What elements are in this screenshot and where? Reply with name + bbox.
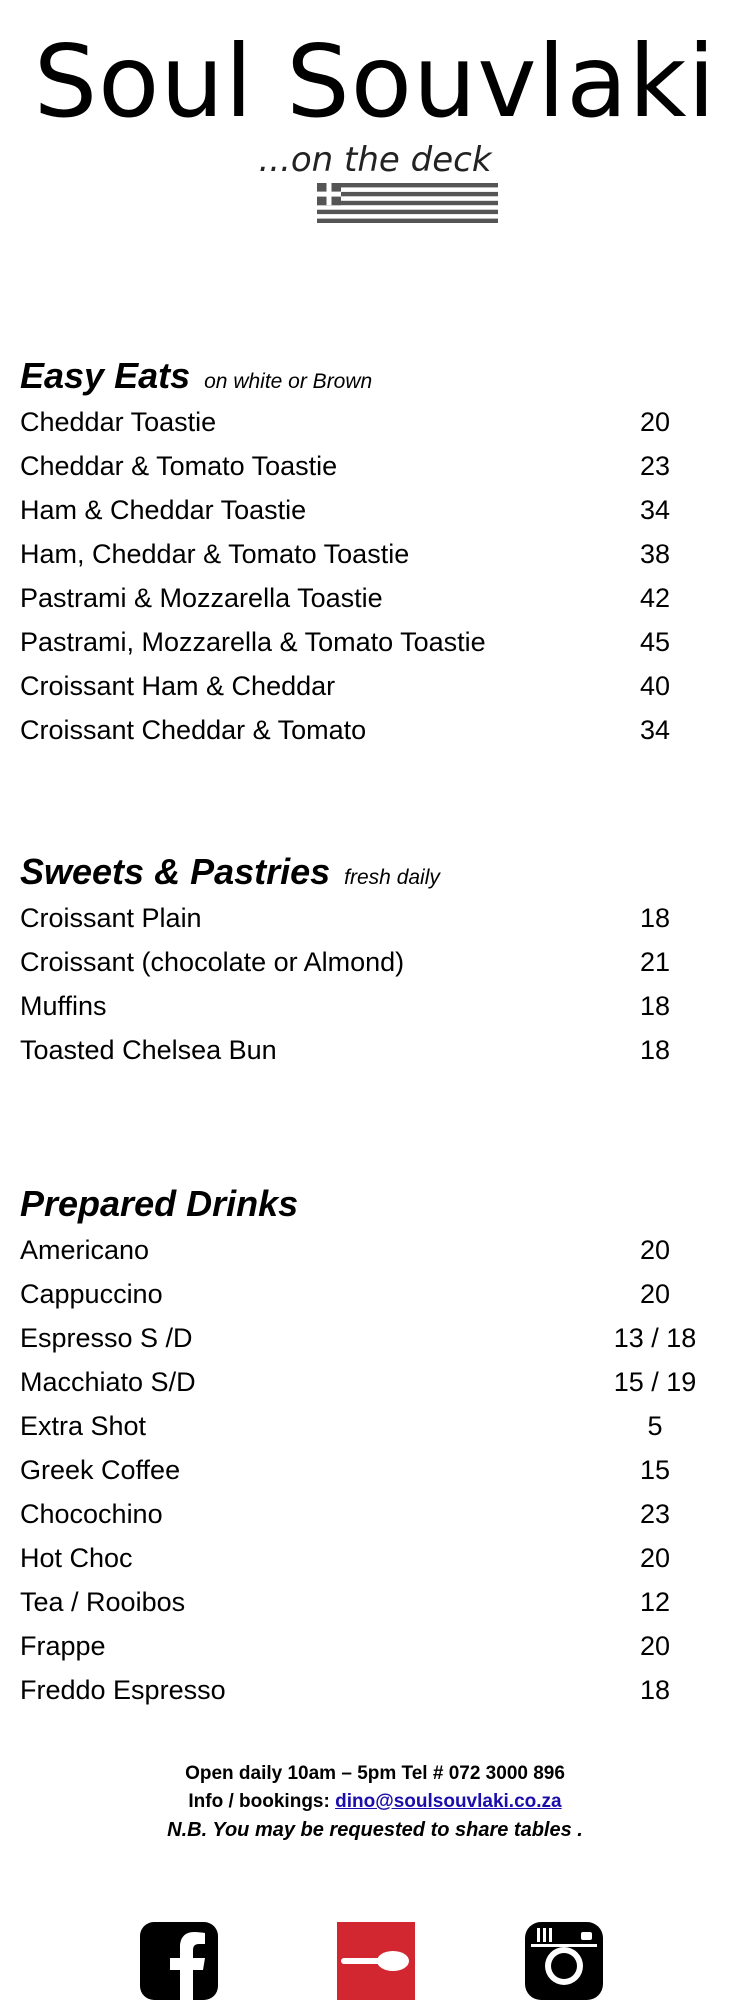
item-price: 20: [639, 1235, 671, 1265]
item-price: 15: [639, 1455, 671, 1485]
section-header: [20, 352, 710, 400]
item-price: 18: [639, 903, 671, 933]
menu-item: [20, 532, 710, 576]
email-link[interactable]: dino@soulsouvlaki.co.za: [335, 1791, 562, 1812]
item-name: Muffins: [20, 991, 107, 1021]
menu-item: [20, 1360, 710, 1404]
item-price: 23: [639, 451, 671, 481]
section-title: Easy Eats: [20, 355, 191, 396]
menu-item: [20, 984, 710, 1028]
menu-header: [0, 0, 750, 240]
item-price: 34: [639, 715, 671, 745]
greek-flag-icon: [317, 183, 498, 223]
menu-item: [20, 1272, 710, 1316]
menu-item: [20, 1028, 710, 1072]
section-note: on white or Brown: [204, 370, 373, 393]
item-name: Freddo Espresso: [20, 1675, 226, 1705]
item-price: 5: [647, 1411, 663, 1441]
menu-item: [20, 488, 710, 532]
menu-item: [20, 576, 710, 620]
menu-item: [20, 1624, 710, 1668]
facebook-icon[interactable]: [140, 1922, 218, 2000]
item-price: 13 / 18: [613, 1323, 697, 1353]
menu-item: [20, 1404, 710, 1448]
item-price: 40: [639, 671, 671, 701]
item-price: 42: [639, 583, 671, 613]
menu-item: [20, 1668, 710, 1712]
menu-item: [20, 400, 710, 444]
section-prepared-drinks: [20, 1180, 710, 1712]
item-name: Croissant Ham & Cheddar: [20, 671, 336, 701]
item-price: 18: [639, 1675, 671, 1705]
item-price: 20: [639, 1279, 671, 1309]
item-price: 20: [639, 1543, 671, 1573]
menu-item: [20, 1492, 710, 1536]
item-price: 20: [639, 1631, 671, 1661]
menu-item: [20, 1316, 710, 1360]
menu-footer: [0, 1760, 750, 1844]
item-name: Tea / Rooibos: [20, 1587, 186, 1617]
item-name: Hot Choc: [20, 1543, 133, 1573]
section-header: [20, 1180, 710, 1228]
menu-item: [20, 1448, 710, 1492]
item-price: 18: [639, 991, 671, 1021]
item-name: Frappe: [20, 1631, 106, 1661]
item-name: Chocochino: [20, 1499, 163, 1529]
menu-item: [20, 1228, 710, 1272]
item-price: 23: [639, 1499, 671, 1529]
section-note: fresh daily: [344, 866, 440, 889]
item-price: 34: [639, 495, 671, 525]
item-name: Toasted Chelsea Bun: [20, 1035, 277, 1065]
section-sweets-pastries: [20, 848, 710, 1072]
brand-tagline: ...on the deck: [258, 140, 492, 180]
menu-item: [20, 444, 710, 488]
menu-item: [20, 1536, 710, 1580]
item-name: Macchiato S/D: [20, 1367, 196, 1397]
item-price: 18: [639, 1035, 671, 1065]
item-name: Pastrami & Mozzarella Toastie: [20, 583, 383, 613]
item-price: 12: [639, 1587, 671, 1617]
section-easy-eats: [20, 352, 710, 752]
menu-item: [20, 896, 710, 940]
menu-item: [20, 940, 710, 984]
item-name: Ham & Cheddar Toastie: [20, 495, 307, 525]
item-name: Croissant Cheddar & Tomato: [20, 715, 367, 745]
item-name: Americano: [20, 1235, 150, 1265]
menu-item: [20, 708, 710, 752]
item-price: 38: [639, 539, 671, 569]
item-price: 20: [639, 407, 671, 437]
brand-title: Soul Souvlaki: [33, 23, 717, 140]
item-name: Croissant (chocolate or Almond): [20, 947, 405, 977]
item-name: Croissant Plain: [20, 903, 202, 933]
menu-item: [20, 1580, 710, 1624]
item-name: Greek Coffee: [20, 1455, 181, 1485]
zomato-spoon-icon[interactable]: [337, 1922, 415, 2000]
item-name: Espresso S /D: [20, 1323, 193, 1353]
opening-hours: Open daily 10am – 5pm Tel # 072 3000 896: [185, 1763, 565, 1784]
item-name: Cheddar & Tomato Toastie: [20, 451, 338, 481]
social-links: [0, 1922, 750, 2000]
item-name: Extra Shot: [20, 1411, 147, 1441]
item-name: Cheddar Toastie: [20, 407, 217, 437]
item-price: 21: [639, 947, 671, 977]
share-tables-note: N.B. You may be requested to share tables .: [167, 1819, 583, 1841]
menu-item: [20, 664, 710, 708]
item-price: 15 / 19: [613, 1367, 697, 1397]
instagram-icon[interactable]: [525, 1922, 603, 2000]
section-title: Prepared Drinks: [20, 1183, 299, 1224]
bookings-label: Info / bookings:: [188, 1791, 336, 1812]
bookings-line: [0, 1788, 750, 1816]
menu-item: [20, 620, 710, 664]
item-name: Cappuccino: [20, 1279, 163, 1309]
item-price: 45: [639, 627, 671, 657]
item-name: Ham, Cheddar & Tomato Toastie: [20, 539, 410, 569]
item-name: Pastrami, Mozzarella & Tomato Toastie: [20, 627, 486, 657]
section-title: Sweets & Pastries: [20, 851, 331, 892]
section-header: [20, 848, 710, 896]
